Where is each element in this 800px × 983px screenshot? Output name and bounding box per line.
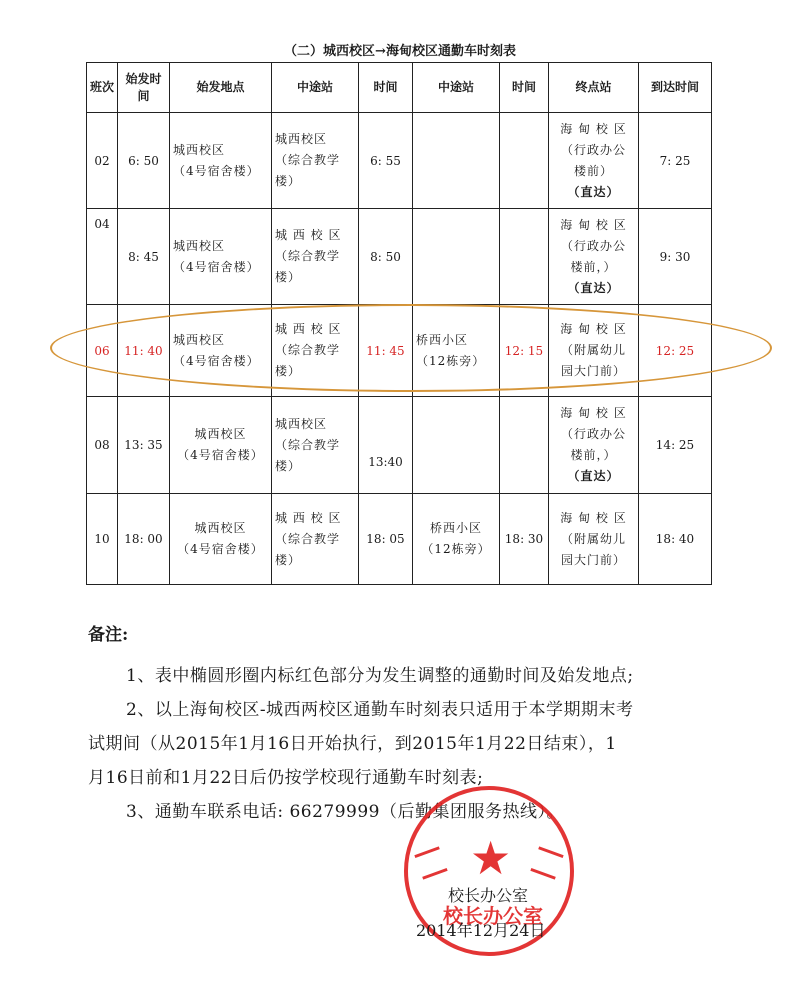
cell-banci: 10 <box>87 494 118 585</box>
text-line: （行政办公 <box>560 427 626 441</box>
cell-arrive-time: 9: 30 <box>639 209 712 305</box>
note-line: 月16日前和1月22日后仍按学校现行通勤车时刻表; <box>88 768 484 788</box>
text-line: （12栋旁） <box>416 353 486 368</box>
cell-time-2: 18: 30 <box>500 494 549 585</box>
text-line: （行政办公 <box>560 142 626 157</box>
cell-start-time: 13: 35 <box>118 397 170 494</box>
text-line: （综合教学 <box>275 531 341 546</box>
cell-arrive-time: 18: 40 <box>639 494 712 585</box>
note-line: 1、表中椭圆形圈内标红色部分为发生调整的通勤时间及始发地点; <box>126 666 634 686</box>
cell-start-time: 11: 40 <box>118 305 170 397</box>
text-line: 城西校区 <box>173 238 226 253</box>
text-line: 楼） <box>275 458 302 473</box>
cell-start-place <box>170 209 272 305</box>
text-line: 海 甸 校 区 <box>560 510 627 525</box>
notes-title: 备注: <box>88 625 129 645</box>
header-mid-station-1: 中途站 <box>272 63 359 113</box>
seal-mark-right <box>530 846 563 879</box>
table-row <box>87 494 712 585</box>
cell-mid-station-2 <box>413 305 500 397</box>
text-line: 海 甸 校 区 <box>560 121 627 136</box>
header-time-1: 时间 <box>359 63 413 113</box>
note-line: 试期间（从2015年1月16日开始执行，到2015年1月22日结束），1 <box>88 734 617 754</box>
text-line: （综合教学 <box>275 437 341 452</box>
note-line: 3、通勤车联系电话: 66279999（后勤集团服务热线）。 <box>126 802 564 822</box>
text-line: 桥西小区 <box>416 332 469 347</box>
text-line: （4号宿舍楼） <box>173 353 260 368</box>
header-start-place: 始发地点 <box>170 63 272 113</box>
text-line: （行政办公 <box>560 238 626 253</box>
cell-start-time: 8: 45 <box>118 209 170 305</box>
text-line: 园大门前） <box>560 364 626 378</box>
text-line: 城西校区 <box>194 521 247 535</box>
text-line: （直达） <box>567 184 620 199</box>
cell-banci: 02 <box>87 113 118 209</box>
table-row <box>87 209 712 305</box>
header-banci: 班次 <box>87 63 118 113</box>
text-line: 楼） <box>275 174 302 188</box>
header-time-2: 时间 <box>500 63 549 113</box>
text-line: （4号宿舍楼） <box>173 163 260 178</box>
cell-start-place <box>170 113 272 209</box>
cell-banci: 08 <box>87 397 118 494</box>
text-line: 园大门前） <box>560 552 626 567</box>
cell-time-2: 12: 15 <box>500 305 549 397</box>
text-line: （4号宿舍楼） <box>177 448 264 462</box>
cell-mid-station-2 <box>413 494 500 585</box>
page-title: （二）城西校区→海甸校区通勤车时刻表 <box>284 44 516 59</box>
cell-mid-station-2 <box>413 113 500 209</box>
cell-time-1: 18: 05 <box>359 494 413 585</box>
text-line: （附属幼儿 <box>560 531 626 546</box>
header-start-time: 始发时间 <box>118 63 170 113</box>
cell-mid-station-2 <box>413 209 500 305</box>
text-line: 城 西 校 区 <box>275 228 342 242</box>
text-line: 城西校区 <box>173 332 226 347</box>
cell-start-time: 6: 50 <box>118 113 170 209</box>
text-line: 楼） <box>275 364 302 378</box>
cell-time-2 <box>500 397 549 494</box>
cell-start-time: 18: 00 <box>118 494 170 585</box>
cell-time-2 <box>500 209 549 305</box>
text-line: （综合教学 <box>275 249 341 263</box>
cell-terminal <box>549 209 639 305</box>
cell-mid-station-1 <box>272 113 359 209</box>
cell-terminal <box>549 397 639 494</box>
cell-start-place <box>170 305 272 397</box>
header-terminal: 终点站 <box>549 63 639 113</box>
cell-terminal <box>549 494 639 585</box>
signature-office: 校长办公室 <box>448 886 529 905</box>
seal-mark-left <box>414 846 447 879</box>
cell-mid-station-1 <box>272 397 359 494</box>
cell-mid-station-1 <box>272 305 359 397</box>
header-arrive-time: 到达时间 <box>639 63 712 113</box>
seal-text: 校长办公室 <box>443 904 543 928</box>
cell-arrive-time: 12: 25 <box>639 305 712 397</box>
text-line: 城 西 校 区 <box>275 322 342 336</box>
text-line: 楼前） <box>573 163 613 178</box>
cell-time-1: 13:40 <box>359 397 413 494</box>
text-line: 海 甸 校 区 <box>560 322 627 336</box>
cell-time-1: 8: 50 <box>359 209 413 305</box>
text-line: （12栋旁） <box>421 542 491 556</box>
text-line: （4号宿舍楼） <box>173 259 260 274</box>
schedule-table <box>86 62 712 585</box>
cell-start-place <box>170 494 272 585</box>
header-mid-station-2: 中途站 <box>413 63 500 113</box>
text-line: 楼前，） <box>570 448 617 462</box>
cell-terminal <box>549 305 639 397</box>
note-line: 2、以上海甸校区-城西两校区通勤车时刻表只适用于本学期期末考 <box>126 700 634 720</box>
table-header-row <box>87 63 712 113</box>
text-line: （4号宿舍楼） <box>177 542 264 556</box>
text-line: 楼前，） <box>570 259 617 274</box>
cell-arrive-time: 7: 25 <box>639 113 712 209</box>
text-line: 城西校区 <box>275 416 328 431</box>
table-row <box>87 397 712 494</box>
text-line: 城 西 校 区 <box>275 510 342 525</box>
cell-mid-station-1 <box>272 494 359 585</box>
text-line: 城西校区 <box>194 427 247 441</box>
text-line: 城西校区 <box>275 132 328 146</box>
text-line: 海 甸 校 区 <box>560 217 627 232</box>
cell-time-2 <box>500 113 549 209</box>
cell-time-1: 6: 55 <box>359 113 413 209</box>
table-row-highlighted <box>87 305 712 397</box>
cell-mid-station-2 <box>413 397 500 494</box>
table-row <box>87 113 712 209</box>
star-icon: ★ <box>470 831 512 885</box>
cell-arrive-time: 14: 25 <box>639 397 712 494</box>
cell-terminal <box>549 113 639 209</box>
signature-date: 2014年12月24日 <box>416 921 546 940</box>
text-line: （综合教学 <box>275 153 341 167</box>
text-line: 城西校区 <box>173 142 226 157</box>
cell-banci: 06 <box>87 305 118 397</box>
text-line: （附属幼儿 <box>560 343 626 357</box>
cell-mid-station-1 <box>272 209 359 305</box>
cell-banci: 04 <box>87 209 118 305</box>
text-line: （直达） <box>567 280 620 295</box>
text-line: 楼） <box>275 552 302 567</box>
text-line: 海 甸 校 区 <box>560 406 627 420</box>
notes-section <box>88 620 728 829</box>
cell-time-1: 11: 45 <box>359 305 413 397</box>
text-line: 楼） <box>275 270 302 284</box>
text-line: 桥西小区 <box>429 521 482 535</box>
text-line: （综合教学 <box>275 343 341 357</box>
text-line: （直达） <box>567 469 620 483</box>
cell-start-place <box>170 397 272 494</box>
